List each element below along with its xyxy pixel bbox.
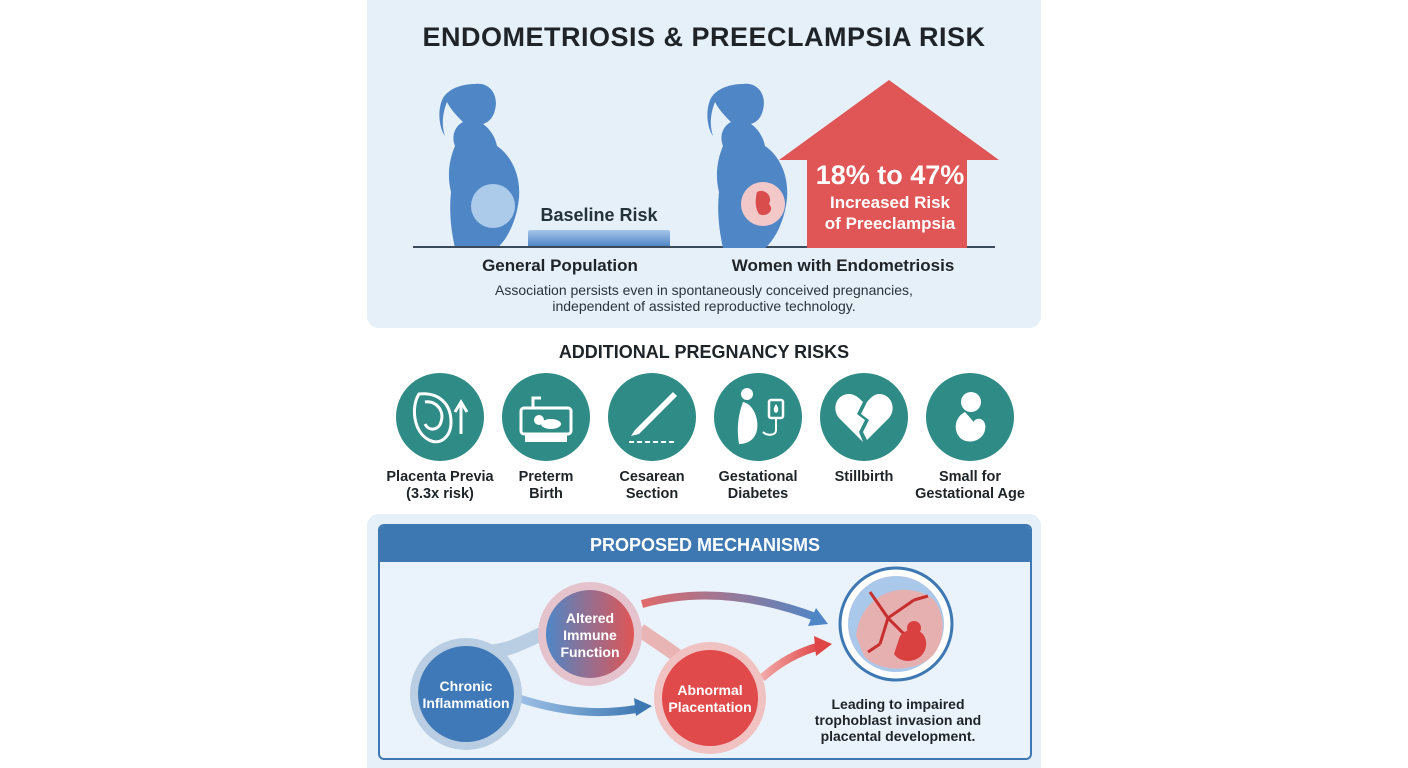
risk-label-line2: Diabetes [727,486,789,502]
additional-risks-title: ADDITIONAL PREGNANCY RISKS [558,342,850,362]
risk-label-line2: Gestational Age [915,486,1025,502]
risk-comparison-panel [367,0,1041,328]
node-immune-label [546,610,634,661]
page-title: ENDOMETRIOSIS & PREECLAMPSIA RISK [422,22,986,52]
placenta-icon [396,373,484,461]
baseline-risk-label: Baseline Risk [540,205,658,225]
risk-label-line1: Gestational [718,469,798,485]
node-placentation-label [654,682,766,716]
risk-label-line1: Cesarean [619,469,685,485]
increased-risk-percent: 18% to 47% [815,160,965,190]
association-note [367,282,1041,314]
incubator-icon [502,373,590,461]
mechanisms-title: PROPOSED MECHANISMS [380,526,1030,562]
pregnant-glucose-icon [714,373,802,461]
outcome-line3: placental development. [820,728,976,744]
outcome-description [800,696,996,744]
mechanisms-panel [367,514,1041,768]
increased-risk-line2: of Preeclampsia [824,214,956,233]
node-inflammation-line2: Inflammation [422,695,510,711]
risk-label-line1: Small for [938,469,1002,485]
mechanisms-box [378,524,1032,760]
baseline-risk-bar [528,230,670,246]
increased-risk-text [807,158,973,234]
risk-label-line1: Placenta Previa [386,469,494,485]
node-inflammation-label [410,678,522,712]
endometriosis-group-label: Women with Endometriosis [731,256,955,275]
risk-label-line2: Birth [529,486,563,502]
general-population-label: General Population [482,256,638,275]
increased-risk-line1: Increased Risk [829,193,950,212]
association-note-line1: Association persists even in spontaneously conceived pregnancies, [495,282,913,298]
node-placentation-line2: Placentation [668,699,752,715]
arrow-inflammation-to-placentation [518,698,642,712]
node-immune-line1: Altered [565,610,615,626]
placenta-fetus-icon [840,568,952,680]
risk-small-gestational-age [900,373,1040,503]
association-note-line2: independent of assisted reproductive technology. [552,298,856,314]
risk-label-line1: Stillbirth [834,469,894,485]
node-immune-line3: Function [560,644,620,660]
broken-heart-icon [820,373,908,461]
outcome-line2: trophoblast invasion and [814,712,982,728]
scalpel-icon [608,373,696,461]
fetus-icon [926,373,1014,461]
risk-label-line2: Section [625,486,679,502]
risk-label-line2: (3.3x risk) [406,486,474,502]
arrow-placentation-to-outcome [762,646,820,678]
arrow-immune-to-outcome [642,596,818,618]
outcome-line1: Leading to impaired [831,696,965,712]
risk-label-line1: Preterm [518,469,574,485]
node-placentation-line1: Abnormal [677,682,743,698]
node-immune-line2: Immune [563,627,617,643]
node-inflammation-line1: Chronic [439,678,493,694]
